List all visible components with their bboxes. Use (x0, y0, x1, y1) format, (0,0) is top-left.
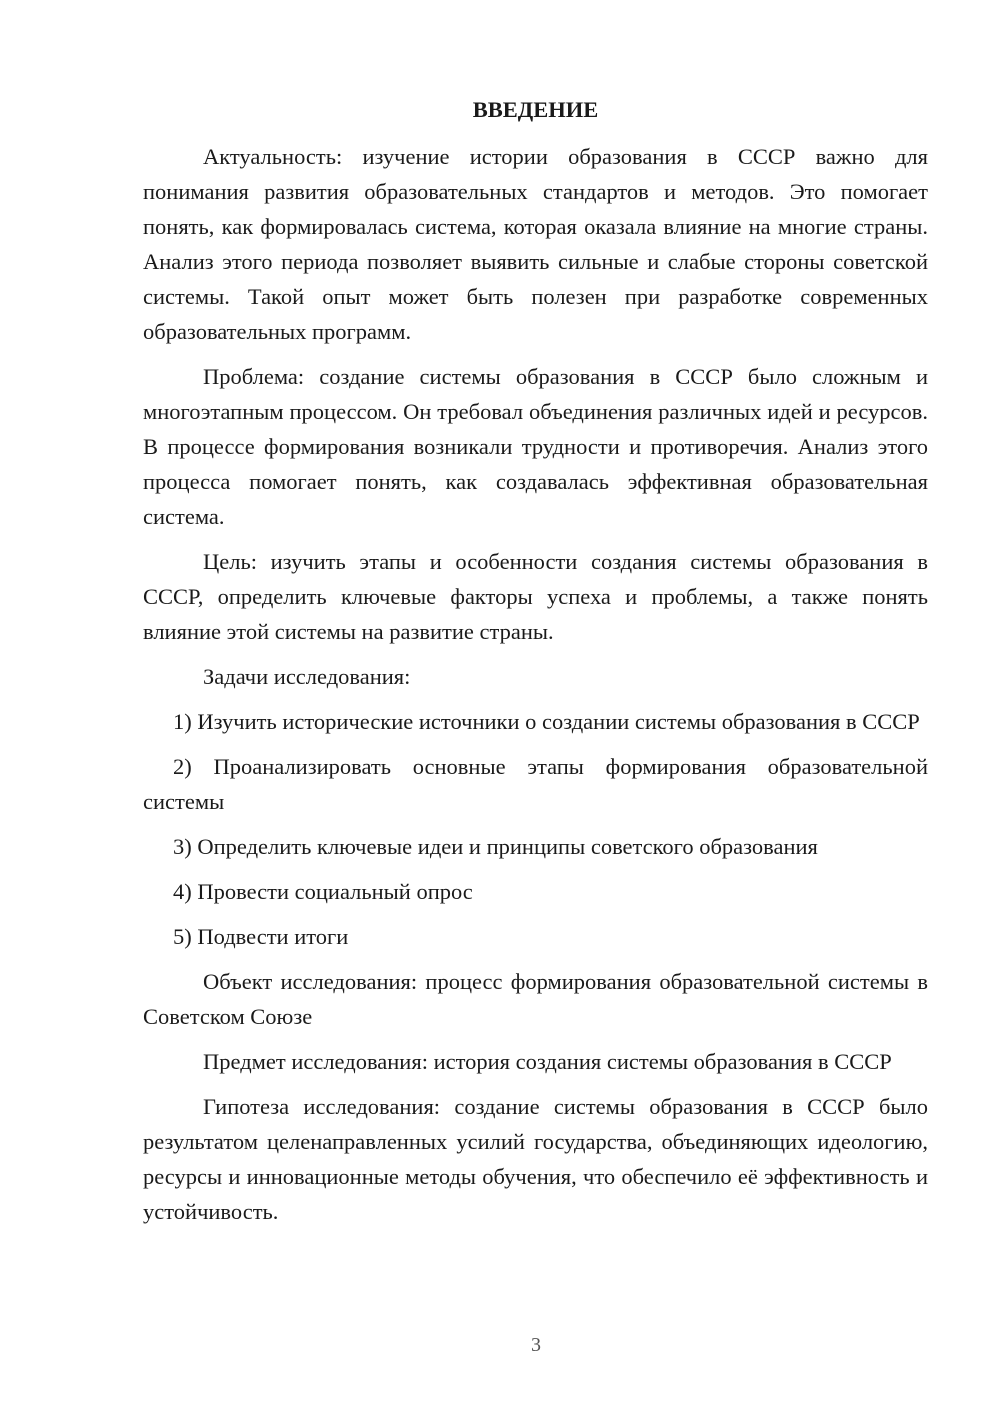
paragraph-object: Объект исследования: процесс формирования образовательной системы в Советском Союзе (143, 969, 928, 1029)
page-content (143, 96, 928, 1239)
paragraph-hypothesis: Гипотеза исследования: создание системы образования в СССР было результатом целенаправленных усилий государства, объединяющих идеологию, ресурсы и инновационные методы обучения, что обеспечило её эффективность и устойчивость. (143, 1094, 928, 1224)
page-number: 3 (531, 1334, 541, 1356)
task-item-5: 5) Подвести итоги (173, 924, 349, 949)
task-item-1: 1) Изучить исторические источники о создании системы образования в СССР (173, 709, 920, 734)
task-item-4: 4) Провести социальный опрос (173, 879, 473, 904)
paragraph-problem: Проблема: создание системы образования в СССР было сложным и многоэтапным процессом. Он требовал объединения различных идей и ресурсов. В процессе формирования возникали трудности и противоречия. Анализ этого процесса помогает понять, как создавалась эффективная образовательная система. (143, 364, 928, 529)
section-title: ВВЕДЕНИЕ (472, 97, 599, 122)
paragraph-tasks-heading: Задачи исследования: (203, 664, 411, 689)
task-item-3: 3) Определить ключевые идеи и принципы советского образования (173, 834, 818, 859)
task-item-2: 2) Проанализировать основные этапы формирования образовательной системы (143, 754, 928, 814)
paragraph-goal: Цель: изучить этапы и особенности создания системы образования в СССР, определить ключевые факторы успеха и проблемы, а также понять влияние этой системы на развитие страны. (143, 549, 928, 644)
paragraph-subject: Предмет исследования: история создания системы образования в СССР (203, 1049, 892, 1074)
paragraph-relevance: Актуальность: изучение истории образования в СССР важно для понимания развития образовательных стандартов и методов. Это помогает понять, как формировалась система, которая оказала влияние на многие страны. Анализ этого периода позволяет выявить сильные и слабые стороны советской системы. Такой опыт может быть полезен при разработке современных образовательных программ. (143, 144, 928, 344)
